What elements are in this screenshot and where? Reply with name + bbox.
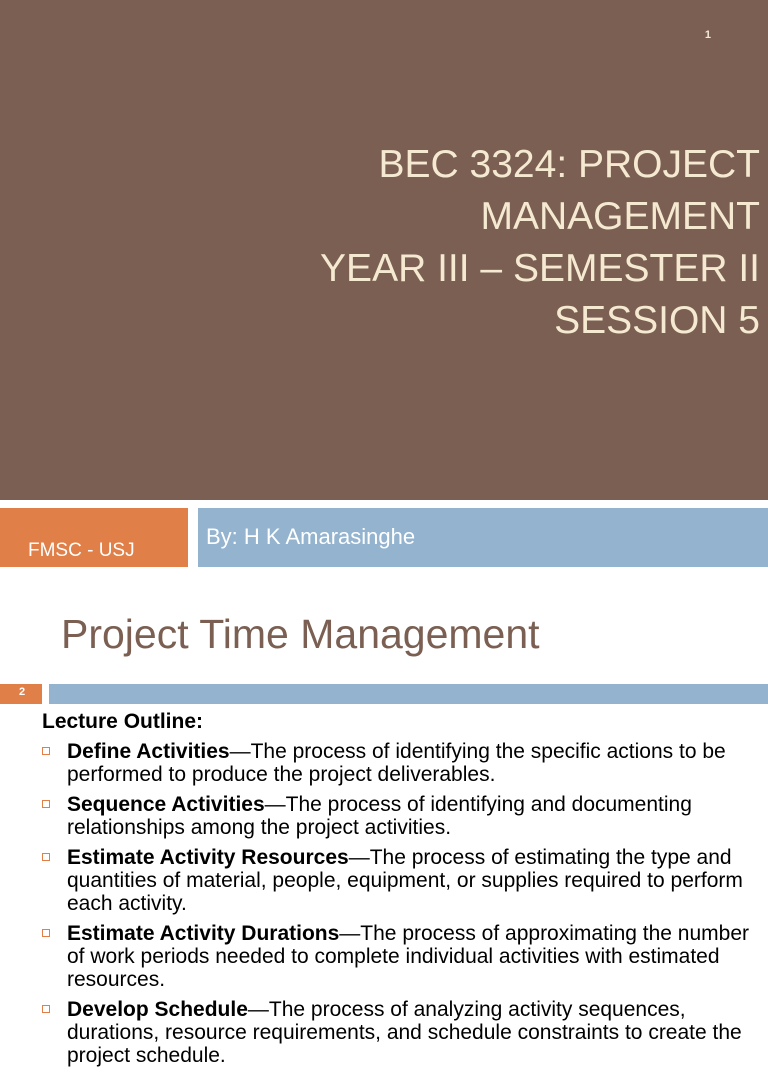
author-bar: [198, 508, 768, 567]
list-item: [0, 740, 768, 786]
list-item: [0, 922, 768, 991]
slide-2-number: 2: [19, 686, 26, 698]
slide-number: 1: [704, 29, 711, 41]
header-strip: [49, 684, 768, 704]
item-term: Sequence Activities: [67, 793, 265, 816]
title-line-4: SESSION 5: [554, 299, 760, 342]
slide-2-number-box: [0, 684, 42, 704]
institution-label: FMSC - USJ: [28, 540, 135, 561]
square-bullet-icon: [42, 853, 50, 861]
square-bullet-icon: [42, 1005, 50, 1013]
square-bullet-icon: [42, 929, 50, 937]
outline-heading: Lecture Outline:: [42, 710, 204, 733]
title-line-1: BEC 3324: PROJECT: [378, 143, 760, 186]
square-bullet-icon: [42, 800, 50, 808]
square-bullet-icon: [42, 747, 50, 755]
institution-bar: [0, 508, 188, 567]
slide-title: [320, 139, 760, 347]
item-term: Estimate Activity Resources: [67, 846, 349, 869]
list-item: [0, 998, 768, 1067]
item-term: Develop Schedule: [67, 998, 248, 1021]
item-text: —The process of analyzing activity sequences, durations, resource requirements, and schedule constraints to create the project schedule.: [67, 998, 742, 1067]
item-text: —The process of approximating the number of work periods needed to complete individual activities with estimated resources.: [67, 922, 750, 991]
item-text: —The process of identifying the specific actions to be performed to produce the project deliverables.: [67, 740, 726, 786]
slide-2-title: Project Time Management: [61, 611, 540, 657]
title-slide: [0, 0, 768, 500]
list-item: [0, 793, 768, 839]
title-line-3: YEAR III – SEMESTER II: [320, 247, 760, 290]
item-text: —The process of identifying and documenting relationships among the project activities.: [67, 793, 692, 839]
title-line-2: MANAGEMENT: [480, 195, 760, 238]
item-term: Define Activities: [67, 740, 230, 763]
item-text: —The process of estimating the type and quantities of material, people, equipment, or supplies required to perform each activity.: [67, 846, 743, 915]
author-label: By: H K Amarasinghe: [206, 524, 416, 549]
list-item: [0, 846, 768, 915]
item-term: Estimate Activity Durations: [67, 922, 340, 945]
